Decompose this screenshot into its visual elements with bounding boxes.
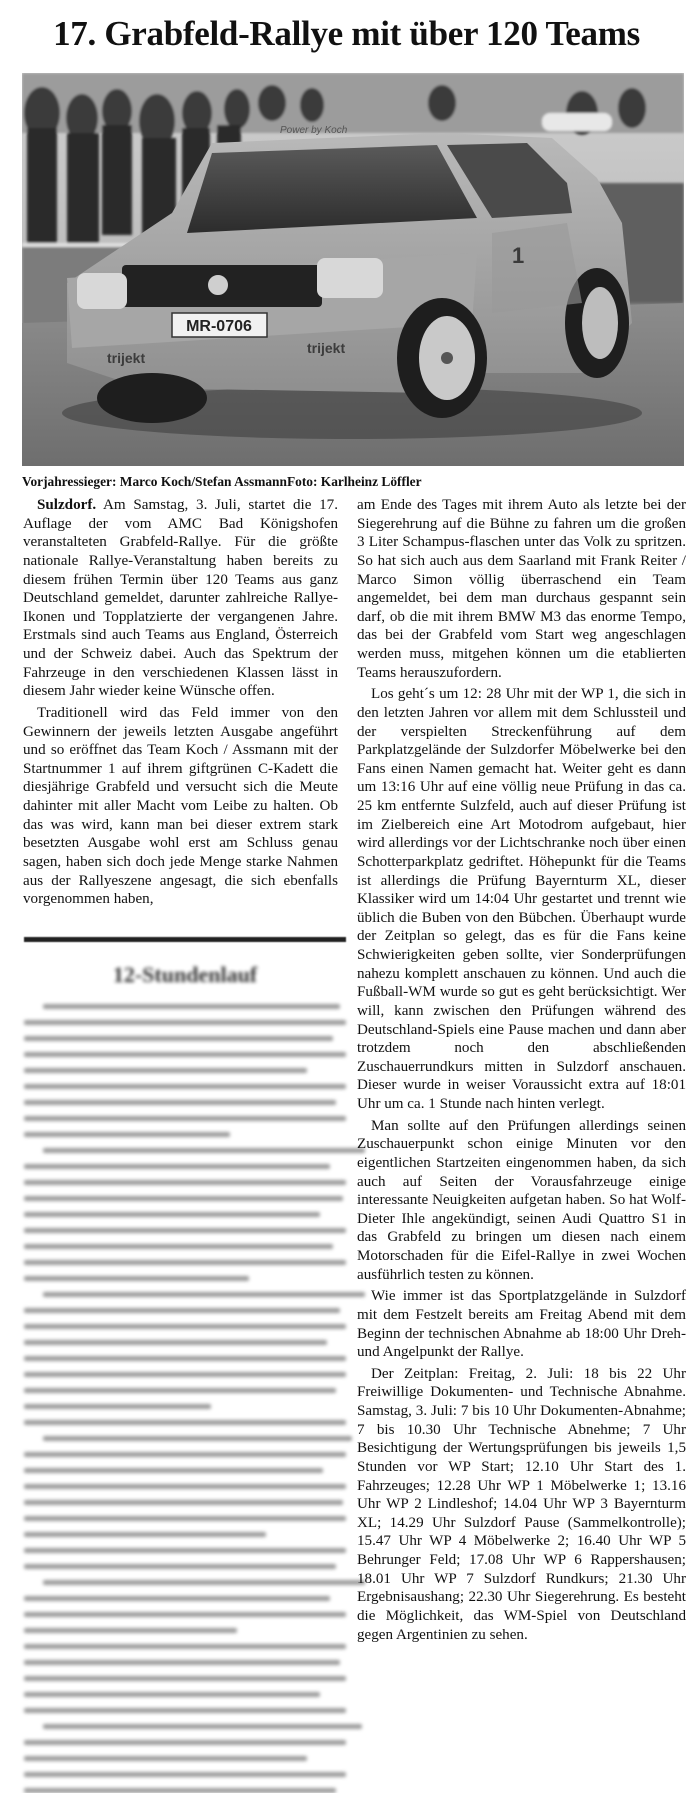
windscreen-banner: Power by Koch xyxy=(280,125,348,136)
sponsor-decal-right: trijekt xyxy=(307,340,346,356)
blurred-text-line xyxy=(24,1756,307,1761)
blurred-text-line xyxy=(24,1132,230,1137)
blurred-text-line xyxy=(24,1164,330,1169)
blurred-text-line xyxy=(24,1196,343,1201)
blurred-text-line xyxy=(24,1244,333,1249)
blurred-text-line xyxy=(24,1644,346,1649)
blurred-text-line xyxy=(24,1100,336,1105)
paragraph-1-text: Am Samstag, 3. Juli, startet die 17. Auflage der vom AMC Bad Königshofen veranstalteten Grabfeld-Rallye. Für die größte nationale Rallye-Veranstaltung haben bereits zu diesem frühen Termin über 120 Teams aus ganz Deutschland gemeldet, darunter zahlreiche Rallye-Ikonen und Topplatzierte der vergangenen Jahre. Erstmals sind auch Teams aus England, Österreich und der Schweiz dabei. Auch das Spektrum der Fahrzeuge in den verschiedenen Klassen lässt in diesem Jahr wieder keine Wünsche offen. xyxy=(23,497,338,700)
blurred-text-line xyxy=(43,1148,365,1153)
blurred-text-line xyxy=(24,1020,346,1025)
blurred-text-line xyxy=(24,1772,346,1777)
blurred-text-line xyxy=(24,1052,346,1057)
license-plate: MR-0706 xyxy=(186,318,252,335)
blurred-text-line xyxy=(24,1708,346,1713)
blurred-article-body xyxy=(24,1004,346,1793)
blurred-text-line xyxy=(43,1004,339,1009)
photo-caption: Vorjahressieger: Marco Koch/Stefan AssmannFoto: Karlheinz Löffler xyxy=(22,474,422,489)
article-column-right xyxy=(357,496,686,1644)
blurred-text-line xyxy=(24,1548,346,1553)
blurred-text-line xyxy=(24,1500,343,1505)
blurred-text-line xyxy=(24,1532,266,1537)
blurred-text-line xyxy=(24,1740,346,1745)
blurred-text-line xyxy=(43,1292,365,1297)
blurred-text-line xyxy=(24,1420,346,1425)
blurred-text-line xyxy=(24,1628,237,1633)
blurred-text-line xyxy=(43,1724,362,1729)
rally-car-image xyxy=(22,73,684,466)
blurred-text-line xyxy=(24,1660,340,1665)
blurred-text-line xyxy=(24,1452,346,1457)
rally-car-photo xyxy=(22,73,684,466)
blurred-text-line xyxy=(24,1340,327,1345)
article-paragraph-6: Wie immer ist das Sportplatzgelände in Sulzdorf mit dem Festzelt bereits am Freitag Abend mit dem Beginn der technischen Abnahme ab 18:00 Uhr Dreh- und Angelpunkt der Rallye. xyxy=(357,1288,686,1361)
blurred-text-line xyxy=(24,1372,346,1377)
blurred-text-line xyxy=(24,1484,346,1489)
blurred-text-line xyxy=(24,1596,330,1601)
blurred-text-line xyxy=(24,1404,211,1409)
article-paragraph-4: Los geht´s um 12: 28 Uhr mit der WP 1, die sich in den letzten Jahren vor allem mit dem Schlussteil und der verspielten Streckenführung auf dem Parkplatzgelände der Sulzdorfer Möbelwerke bei den Fans einen Namen gemacht hat. Weiter geht es dann um 13:16 Uhr auf eine völlig neue Prüfung in das ca. 25 km entfernte Sulzfeld, auch auf dieser Prüfung ist im Zielbereich eine Art Motodrom aufgebaut, hier wird allerdings vor der Lichtschranke noch über einen Schotterparkplatz gedriftet. Höhepunkt für die Teams ist allerdings die Prüfung Bayernturm XL, dieser Klassiker wird um 14:04 Uhr gestartet und trennt wie üblich die Buben von den Bübchen. Überhaupt wurde der Zeitplan so gelegt, das es für die Fans keine Schwierigkeiten geben sollte, vier Sonderprüfungen nahezu komplett anschauen zu können. Und auch die Fußball-WM wurde so gut es geht berücksichtigt. Wer will, kann zwischen den Prüfungen während des Deutschland-Spiels eine Pause machen und dann aber trotzdem noch den abschließenden Zuschauerrundkurs mitten in Sulzdorf anschauen. Dieser wurde in weiser Voraussicht extra auf 18:01 Uhr um ca. 1 Stunde nach hinten verlegt. xyxy=(357,686,686,1112)
article-headline: 17. Grabfeld-Rallye mit über 120 Teams xyxy=(53,14,640,53)
section-divider xyxy=(24,937,346,942)
blurred-text-line xyxy=(24,1036,333,1041)
blurred-text-line xyxy=(24,1116,346,1121)
blurred-text-line xyxy=(24,1564,336,1569)
article-paragraph-1 xyxy=(23,496,338,701)
blurred-text-line xyxy=(24,1212,320,1217)
blurred-text-line xyxy=(24,1516,346,1521)
article-paragraph-3: am Ende des Tages mit ihrem Auto als letzte bei der Siegerehrung auf die Bühne zu fahren um die großen 3 Liter Schampus-flaschen unter das Volk zu spritzen. So hat sich auch aus dem Saarland mit Frank Reiter / Marco Simon völlig überraschend ein Team angemeldet, bei dem man durchaus gespannt sein darf, ob die mit ihrem BMW M3 das enorme Tempo, das bei der Grabfeld vom Start weg angeschlagen werden muss, mitgehen können um die etablierten Teams herauszufordern. xyxy=(357,497,686,681)
article-paragraph-5: Man sollte auf den Prüfungen allerdings seinen Zuschauerpunkt schon einige Minuten vor den eigentlichen Startzeiten eingenommen haben, da sich auch auf Seiten der Vorausfahrzeuge einige interessante Neuigkeiten aufgetan haben. So hat Wolf-Dieter Ihle angekündigt, seinen Audi Quattro S1 in das Grabfeld zu bringen um diesen nach einem Motorschaden für die Eifel-Rallye in zwei Wochen ausführlich testen zu können. xyxy=(357,1117,686,1283)
blurred-text-line xyxy=(24,1308,340,1313)
blurred-text-line xyxy=(43,1436,352,1441)
blurred-text-line xyxy=(24,1228,346,1233)
article-paragraph-2: Traditionell wird das Feld immer von den Gewinnern der jeweils letzten Ausgabe angeführt und so eröffnet das Team Koch / Assmann mit der Startnummer 1 auf ihrem giftgrünen C-Kadett die diesjährige Grabfeld und versucht sich die Meute dahinter mit aller Macht vom Leibe zu halten. Ob das was wird, kann man bei dieser extrem stark besetzten Ausgabe wohl erst am Schluss genau sagen, haben sich doch jede Menge starke Nahmen aus der Rallyeszene angesagt, die sich ebenfalls vorgenommen haben, xyxy=(23,704,338,908)
sponsor-decal-left: trijekt xyxy=(107,350,146,366)
blurred-article-title: 12-Stundenlauf xyxy=(112,962,258,987)
blurred-text-line xyxy=(24,1356,346,1361)
blurred-article xyxy=(24,958,346,1658)
blurred-text-line xyxy=(24,1276,249,1281)
blurred-text-line xyxy=(24,1180,346,1185)
blurred-text-line xyxy=(24,1260,346,1265)
dateline: Sulzdorf. xyxy=(37,497,97,513)
blurred-text-line xyxy=(43,1580,365,1585)
blurred-text-line xyxy=(24,1388,336,1393)
blurred-text-line xyxy=(24,1788,336,1793)
blurred-text-line xyxy=(24,1612,346,1617)
blurred-text-line xyxy=(24,1084,346,1089)
article-paragraph-7: Der Zeitplan: Freitag, 2. Juli: 18 bis 22 Uhr Freiwillige Dokumenten- und Technische Abnahme. Samstag, 3. Juli: 7 bis 10 Uhr Dokumenten-Abnahme; 7 bis 10.30 Uhr Technische Abnehme; 7 Uhr Besichtigung der Wertungsprüfungen bis jeweils 1,5 Stunden vor WP Start; 12.10 Uhr Start des 1. Fahrzeuges; 12.28 Uhr WP 1 Möbelwerke 1; 13.16 Uhr WP 2 Lindleshof; 14.04 Uhr WP 3 Bayernturm XL; 14.29 Uhr Sulzdorf Pause (Sammelkontrolle); 15.47 Uhr WP 4 Möbelwerke 2; 16.40 Uhr WP 5 Behrunger Feld; 17.08 Uhr WP 6 Rappershausen; 18.01 Uhr WP 7 Sulzdorf Rundkurs; 21.30 Uhr Ergebnisaushang; 22.30 Uhr Siegerehrung. Es besteht die Möglichkeit, das WM-Spiel von Deutschland gegen Argentinien zu sehen. xyxy=(357,1365,686,1643)
door-number-decoration: 1 xyxy=(512,243,525,268)
article-column-left xyxy=(23,496,338,909)
blurred-text-line xyxy=(24,1692,320,1697)
blurred-text-line xyxy=(24,1068,307,1073)
blurred-text-line xyxy=(24,1468,323,1473)
blurred-text-line xyxy=(24,1324,346,1329)
